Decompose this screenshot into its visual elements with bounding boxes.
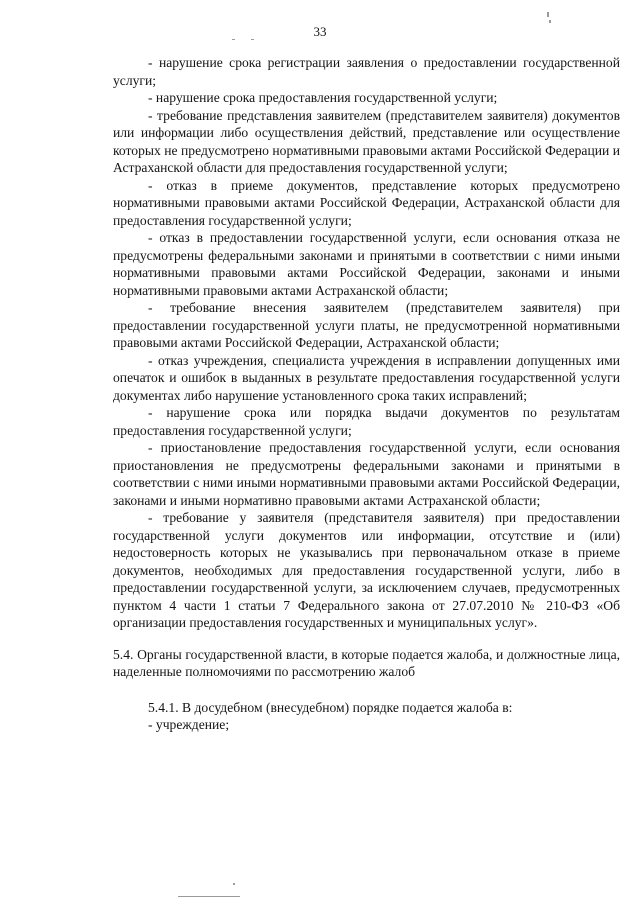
scan-speck [233,883,235,885]
list-item: - требование у заявителя (представителя заявителя) при предоставлении государственной услуги документов или информации, отсутствие и (или) недостоверность которых не указывались при первоначальном отказе в приеме документов, необходимых для предоставления государственной услуги, либо в предоставлении государственной услуги, за исключением случаев, предусмотренных пунктом 4 части 1 статьи 7 Федерального закона от 27.07.2010 № 210-ФЗ «Об организации предоставления государственных и муниципальных услуг». [113,510,620,630]
scan-footer-line [178,896,240,897]
list-item: - отказ в предоставлении государственной услуги, если основания отказа не предусмотрены федеральными законами и принятыми в соответствии с ними иными нормативными правовыми актами Российской Федерации, законами и иными нормативными правовыми актами Астраханской области; [113,230,620,298]
list-item: - приостановление предоставления государственной услуги, если основания приостановления не предусмотрены федеральными законами и принятыми в соответствии с ними иными нормативными правовыми актами Российской Федерации, законами и иными нормативно правовыми актами Астраханской области; [113,440,620,508]
list-item: - нарушение срока или порядка выдачи документов по результатам предоставления государственной услуги; [113,405,620,438]
list-item: - нарушение срока регистрации заявления о предоставлении государственной услуги; [113,55,620,88]
scan-speck [549,20,551,23]
page-number: 33 [313,24,327,39]
list-item: - требование представления заявителем (представителем заявителя) документов или информации либо осуществления действий, представление или осуществление которых не предусмотрено нормативными правовыми актами Российской Федерации и Астраханской области для предоставления государственной услуги; [113,107,620,175]
subsection-5-4-1: 5.4.1. В досудебном (внесудебном) порядке подается жалоба в: [148,699,513,715]
list-item: - требование внесения заявителем (представителем заявителя) при предоставлении государственной услуги платы, не предусмотренной нормативными правовыми актами Российской Федерации, Астраханской области; [113,300,620,350]
list-item: - нарушение срока предоставления государственной услуги; [148,90,498,105]
subsection-list-item: - учреждение; [148,717,230,732]
scan-speck [547,12,549,17]
document-body [113,54,620,734]
list-item: - отказ в приеме документов, представление которых предусмотрено нормативными правовыми актами Российской Федерации, Астраханской области для предоставления государственной услуги; [113,177,620,228]
section-heading-5-4: 5.4. Органы государственной власти, в которые подается жалоба, и должностные лица, наделенные полномочиями по рассмотрению жалоб [113,646,620,679]
list-item: - отказ учреждения, специалиста учреждения в исправлении допущенных ими опечаток и ошибок в выданных в результате предоставления государственной услуги документах либо нарушение установленного срока таких исправлений; [113,352,620,403]
